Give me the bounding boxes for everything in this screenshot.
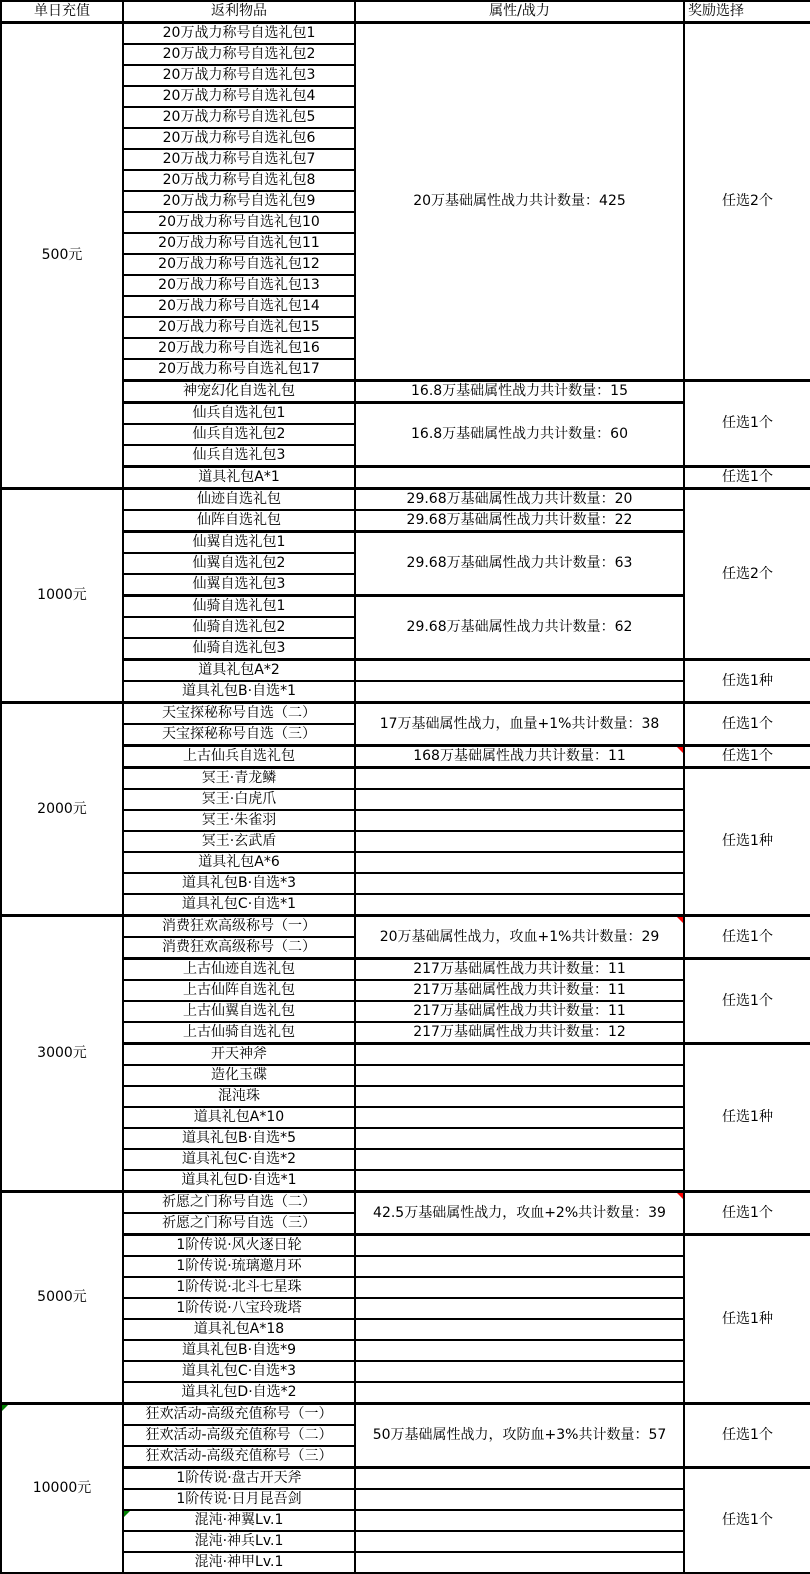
- attr-cell[interactable]: [355, 660, 684, 682]
- item-cell[interactable]: [123, 170, 355, 191]
- green-corner-marker: [2, 1405, 8, 1411]
- item-cell-text: 上古仙翼自选礼包: [183, 1003, 295, 1019]
- item-cell-text: 20万战力称号自选礼包3: [162, 67, 316, 83]
- item-cell-text: 道具礼包A*10: [193, 1109, 285, 1125]
- item-cell[interactable]: [123, 212, 355, 233]
- item-cell-text: 消费狂欢高级称号（一）: [162, 918, 316, 934]
- attr-cell-text: 17万基础属性战力，血量+1%共计数量：38: [379, 715, 660, 732]
- attr-cell[interactable]: [355, 1022, 684, 1044]
- attr-cell[interactable]: [355, 1192, 684, 1235]
- item-cell-text: 道具礼包C·自选*3: [181, 1363, 297, 1379]
- attr-cell[interactable]: [355, 980, 684, 1001]
- item-cell-text: 冥王·青龙鳞: [201, 770, 277, 786]
- item-cell[interactable]: [123, 810, 355, 831]
- attr-cell[interactable]: [355, 1404, 684, 1468]
- header-cell-reward[interactable]: 奖励选择: [684, 1, 810, 23]
- item-cell[interactable]: [123, 489, 355, 511]
- item-cell[interactable]: [123, 1107, 355, 1128]
- item-cell-text: 仙兵自选礼包2: [192, 426, 286, 442]
- table-row: [1, 703, 810, 725]
- item-cell[interactable]: [123, 1404, 355, 1426]
- table-row: [1, 1235, 810, 1257]
- reward-cell-text: 任选1个: [722, 469, 773, 485]
- item-cell[interactable]: [123, 724, 355, 746]
- attr-cell[interactable]: [355, 1256, 684, 1277]
- item-cell[interactable]: [123, 1022, 355, 1044]
- recharge-cell[interactable]: [1, 23, 123, 489]
- item-cell[interactable]: [123, 338, 355, 359]
- item-cell[interactable]: [123, 296, 355, 317]
- item-cell[interactable]: [123, 553, 355, 574]
- attr-cell[interactable]: [355, 894, 684, 916]
- item-cell[interactable]: [123, 191, 355, 212]
- attr-cell-text: 217万基础属性战力共计数量：11: [413, 1003, 626, 1019]
- item-cell[interactable]: [123, 660, 355, 682]
- item-cell[interactable]: [123, 916, 355, 938]
- attr-cell[interactable]: [355, 1001, 684, 1022]
- reward-cell-text: 任选1种: [722, 1109, 773, 1125]
- item-cell-text: 1阶传说·日月昆吾剑: [176, 1491, 302, 1507]
- item-cell[interactable]: [123, 381, 355, 403]
- attr-cell[interactable]: [355, 1510, 684, 1531]
- item-cell-text: 20万战力称号自选礼包7: [162, 151, 316, 167]
- item-cell[interactable]: [123, 86, 355, 107]
- item-cell-text: 20万战力称号自选礼包2: [162, 46, 316, 62]
- item-cell[interactable]: [123, 703, 355, 725]
- item-cell-text: 仙阵自选礼包: [197, 512, 281, 528]
- item-cell-text: 20万战力称号自选礼包15: [158, 319, 320, 335]
- item-cell-text: 1阶传说·北斗七星珠: [176, 1279, 302, 1295]
- item-cell-text: 祈愿之门称号自选（三）: [162, 1215, 316, 1231]
- item-cell[interactable]: [123, 894, 355, 916]
- recharge-cell-text: 3000元: [37, 1045, 87, 1061]
- reward-cell[interactable]: [684, 1235, 810, 1404]
- item-cell[interactable]: [123, 233, 355, 254]
- item-cell-text: 1阶传说·琉璃邀月环: [176, 1258, 302, 1274]
- item-cell-text: 道具礼包B·自选*1: [182, 683, 296, 699]
- reward-cell-text: 任选1个: [722, 928, 773, 945]
- attr-cell[interactable]: [355, 1489, 684, 1510]
- item-cell-text: 道具礼包A*6: [198, 854, 280, 870]
- item-cell[interactable]: [123, 617, 355, 638]
- item-cell[interactable]: [123, 254, 355, 275]
- reward-cell[interactable]: [684, 660, 810, 703]
- reward-cell-text: 任选1个: [722, 715, 773, 732]
- item-cell[interactable]: [123, 1086, 355, 1107]
- item-cell-text: 上古仙阵自选礼包: [183, 982, 295, 998]
- attr-cell[interactable]: [355, 1235, 684, 1257]
- header-cell-attr[interactable]: 属性/战力: [355, 1, 684, 23]
- recharge-cell-text: 2000元: [37, 800, 87, 817]
- item-cell-text: 道具礼包B·自选*9: [182, 1342, 296, 1358]
- item-cell-text: 仙兵自选礼包3: [192, 447, 286, 463]
- item-cell[interactable]: [123, 1277, 355, 1298]
- item-cell-text: 道具礼包A*2: [198, 662, 280, 678]
- item-cell-text: 20万战力称号自选礼包12: [158, 256, 320, 272]
- reward-cell[interactable]: [684, 768, 810, 916]
- table-body: [1, 23, 810, 1574]
- item-cell[interactable]: [123, 1552, 355, 1573]
- attr-cell-text: 16.8万基础属性战力共计数量：15: [411, 383, 628, 399]
- item-cell-text: 神宠幻化自选礼包: [183, 383, 295, 399]
- item-cell-text: 混沌珠: [218, 1088, 260, 1104]
- item-cell-text: 开天神斧: [211, 1046, 267, 1062]
- recharge-cell[interactable]: [1, 1192, 123, 1404]
- item-cell[interactable]: [123, 1382, 355, 1404]
- item-cell-text: 1阶传说·八宝玲珑塔: [176, 1300, 302, 1316]
- item-cell-text: 狂欢活动-高级充值称号（一）: [145, 1406, 333, 1422]
- item-cell-text: 消费狂欢高级称号（二）: [162, 939, 316, 955]
- item-cell-text: 冥王·白虎爪: [201, 791, 277, 807]
- item-cell-text: 道具礼包D·自选*2: [181, 1384, 297, 1400]
- recharge-cell-text: 500元: [41, 247, 83, 263]
- item-cell-text: 狂欢活动-高级充值称号（三）: [145, 1448, 333, 1464]
- item-cell[interactable]: [123, 852, 355, 873]
- item-cell-text: 1阶传说·风火逐日轮: [176, 1237, 302, 1253]
- attr-cell[interactable]: [355, 1468, 684, 1490]
- reward-cell[interactable]: [684, 23, 810, 381]
- item-cell[interactable]: [123, 1044, 355, 1066]
- attr-cell-text: 20万基础属性战力共计数量：425: [413, 193, 626, 209]
- table-row: [1, 381, 810, 403]
- attr-cell[interactable]: [355, 768, 684, 790]
- item-cell[interactable]: [123, 1468, 355, 1490]
- item-cell[interactable]: [123, 1170, 355, 1192]
- item-cell-text: 仙骑自选礼包1: [192, 598, 286, 614]
- item-cell[interactable]: [123, 317, 355, 338]
- item-cell-text: 1阶传说·盘古开天斧: [176, 1470, 302, 1486]
- attr-cell-text: 16.8万基础属性战力共计数量：60: [411, 426, 628, 442]
- attr-cell[interactable]: [355, 1044, 684, 1066]
- attr-cell-text: 168万基础属性战力共计数量：11: [413, 748, 626, 764]
- reward-cell-text: 任选1种: [722, 672, 773, 689]
- attr-cell[interactable]: [355, 810, 684, 831]
- comment-marker: [677, 917, 683, 923]
- recharge-cell[interactable]: [1, 916, 123, 1192]
- item-cell-text: 道具礼包A*1: [198, 469, 280, 485]
- item-cell-text: 混沌·神兵Lv.1: [194, 1533, 284, 1549]
- attr-cell[interactable]: [355, 1107, 684, 1128]
- item-cell-text: 仙迹自选礼包: [197, 491, 281, 507]
- attr-cell[interactable]: [355, 852, 684, 873]
- attr-cell[interactable]: [355, 510, 684, 532]
- item-cell[interactable]: [123, 1001, 355, 1022]
- item-cell[interactable]: [123, 424, 355, 445]
- item-cell-text: 20万战力称号自选礼包13: [158, 277, 320, 293]
- item-cell[interactable]: [123, 638, 355, 660]
- attr-cell-text: 42.5万基础属性战力，攻血+2%共计数量：39: [373, 1204, 666, 1221]
- item-cell[interactable]: [123, 1446, 355, 1468]
- item-cell-text: 混沌·神甲Lv.1: [194, 1554, 284, 1570]
- item-cell-text: 20万战力称号自选礼包10: [158, 214, 320, 230]
- table-row: [1, 1468, 810, 1490]
- table-row: [1, 959, 810, 981]
- item-cell[interactable]: [123, 107, 355, 128]
- attr-cell[interactable]: [355, 1277, 684, 1298]
- green-corner-marker: [124, 1511, 130, 1517]
- item-cell[interactable]: [123, 1256, 355, 1277]
- item-cell[interactable]: [123, 65, 355, 86]
- item-cell[interactable]: [123, 1340, 355, 1361]
- header-cell-items[interactable]: 返利物品: [123, 1, 355, 23]
- item-cell[interactable]: [123, 768, 355, 790]
- item-cell-text: 道具礼包B·自选*3: [182, 875, 296, 891]
- reward-cell-text: 任选1种: [722, 833, 773, 849]
- attr-cell-text: 29.68万基础属性战力共计数量：20: [406, 491, 633, 507]
- attr-cell[interactable]: [355, 532, 684, 596]
- comment-marker: [677, 747, 683, 753]
- attr-cell[interactable]: [355, 789, 684, 810]
- recharge-cell[interactable]: [1, 1404, 123, 1574]
- item-cell[interactable]: [123, 789, 355, 810]
- item-cell[interactable]: [123, 1510, 355, 1531]
- table-row: [1, 660, 810, 682]
- attr-cell-text: 20万基础属性战力，攻血+1%共计数量：29: [379, 928, 660, 945]
- item-cell-text: 20万战力称号自选礼包11: [158, 235, 320, 251]
- reward-cell-text: 任选1个: [722, 748, 773, 764]
- table-row: [1, 916, 810, 938]
- table-row: [1, 1044, 810, 1066]
- reward-cell-text: 任选1个: [722, 1512, 773, 1528]
- item-cell[interactable]: [123, 23, 355, 45]
- header-row: [1, 1, 810, 23]
- item-cell[interactable]: [123, 359, 355, 381]
- item-cell-text: 冥王·朱雀羽: [201, 812, 277, 828]
- item-cell[interactable]: [123, 1531, 355, 1552]
- header-cell-recharge[interactable]: 单日充值: [1, 1, 123, 23]
- attr-cell[interactable]: [355, 1065, 684, 1086]
- attr-cell[interactable]: [355, 831, 684, 852]
- item-cell-text: 仙骑自选礼包3: [192, 640, 286, 656]
- item-cell[interactable]: [123, 1128, 355, 1149]
- item-cell-text: 道具礼包C·自选*1: [181, 896, 297, 912]
- item-cell[interactable]: [123, 403, 355, 425]
- recharge-cell-text: 10000元: [32, 1480, 92, 1496]
- attr-cell-text: 217万基础属性战力共计数量：12: [413, 1024, 626, 1040]
- reward-cell-text: 任选2个: [722, 565, 773, 582]
- recharge-cell-text: 5000元: [37, 1289, 87, 1305]
- item-cell[interactable]: [123, 44, 355, 65]
- attr-cell-text: 50万基础属性战力，攻防血+3%共计数量：57: [372, 1427, 667, 1443]
- item-cell[interactable]: [123, 149, 355, 170]
- attr-cell[interactable]: [355, 403, 684, 467]
- item-cell-text: 20万战力称号自选礼包16: [158, 340, 320, 356]
- item-cell-text: 混沌·神翼Lv.1: [194, 1512, 284, 1528]
- attr-cell[interactable]: [355, 703, 684, 746]
- reward-cell[interactable]: [684, 467, 810, 489]
- item-cell[interactable]: [123, 467, 355, 489]
- attr-cell[interactable]: [355, 1531, 684, 1552]
- item-cell[interactable]: [123, 980, 355, 1001]
- item-cell[interactable]: [123, 1235, 355, 1257]
- item-cell-text: 20万战力称号自选礼包1: [162, 25, 316, 41]
- table-row: [1, 489, 810, 511]
- item-cell[interactable]: [123, 1192, 355, 1214]
- item-cell-text: 道具礼包B·自选*5: [182, 1130, 296, 1146]
- attr-cell[interactable]: [355, 746, 684, 768]
- reward-cell-text: 任选1个: [722, 1204, 773, 1221]
- item-cell[interactable]: [123, 1425, 355, 1446]
- item-cell[interactable]: [123, 1319, 355, 1340]
- table-row: [1, 467, 810, 489]
- item-cell-text: 狂欢活动-高级充值称号（二）: [145, 1427, 333, 1443]
- item-cell[interactable]: [123, 1213, 355, 1235]
- item-cell[interactable]: [123, 746, 355, 768]
- item-cell[interactable]: [123, 831, 355, 852]
- item-cell[interactable]: [123, 1298, 355, 1319]
- item-cell-text: 仙翼自选礼包3: [192, 576, 286, 592]
- item-cell-text: 20万战力称号自选礼包17: [158, 361, 320, 377]
- item-cell[interactable]: [123, 1489, 355, 1510]
- attr-cell[interactable]: [355, 23, 684, 381]
- reward-cell[interactable]: [684, 916, 810, 959]
- item-cell[interactable]: [123, 574, 355, 596]
- table-row: [1, 1192, 810, 1214]
- item-cell[interactable]: [123, 445, 355, 467]
- item-cell[interactable]: [123, 681, 355, 703]
- recharge-cell-text: 1000元: [37, 587, 87, 603]
- reward-cell-text: 任选1个: [722, 1427, 773, 1443]
- item-cell-text: 道具礼包D·自选*1: [181, 1172, 297, 1188]
- item-cell-text: 天宝探秘称号自选（三）: [162, 726, 316, 742]
- reward-cell-text: 任选1种: [722, 1310, 773, 1327]
- item-cell-text: 道具礼包C·自选*2: [181, 1151, 297, 1167]
- attr-cell[interactable]: [355, 916, 684, 959]
- item-cell[interactable]: [123, 1361, 355, 1382]
- reward-cell[interactable]: [684, 1044, 810, 1192]
- item-cell-text: 上古仙迹自选礼包: [183, 961, 295, 977]
- attr-cell[interactable]: [355, 1298, 684, 1319]
- reward-cell[interactable]: [684, 959, 810, 1044]
- item-cell-text: 天宝探秘称号自选（二）: [162, 705, 316, 721]
- reward-cell-text: 任选2个: [722, 193, 773, 209]
- item-cell-text: 20万战力称号自选礼包14: [158, 298, 320, 314]
- reward-cell[interactable]: [684, 1404, 810, 1468]
- table-header: [1, 1, 810, 23]
- item-cell-text: 20万战力称号自选礼包8: [162, 172, 316, 188]
- attr-cell-text: 217万基础属性战力共计数量：11: [413, 961, 626, 977]
- item-cell-text: 20万战力称号自选礼包6: [162, 130, 316, 146]
- attr-cell-text: 29.68万基础属性战力共计数量：63: [406, 555, 633, 571]
- attr-cell[interactable]: [355, 467, 684, 489]
- item-cell-text: 冥王·玄武盾: [201, 833, 277, 849]
- attr-cell[interactable]: [355, 959, 684, 981]
- item-cell-text: 20万战力称号自选礼包9: [162, 193, 316, 209]
- item-cell-text: 祈愿之门称号自选（二）: [162, 1194, 316, 1210]
- table-row: [1, 746, 810, 768]
- recharge-cell[interactable]: [1, 703, 123, 916]
- item-cell-text: 上古仙兵自选礼包: [183, 748, 295, 764]
- reward-cell[interactable]: [684, 703, 810, 746]
- item-cell-text: 仙兵自选礼包1: [192, 405, 286, 421]
- item-cell-text: 上古仙骑自选礼包: [183, 1024, 295, 1040]
- reward-cell[interactable]: [684, 746, 810, 768]
- table-row: [1, 1404, 810, 1426]
- item-cell-text: 仙翼自选礼包2: [192, 555, 286, 571]
- item-cell-text: 道具礼包A*18: [193, 1321, 285, 1337]
- attr-cell-text: 29.68万基础属性战力共计数量：22: [406, 512, 633, 528]
- item-cell[interactable]: [123, 959, 355, 981]
- attr-cell[interactable]: [355, 1552, 684, 1573]
- item-cell-text: 仙翼自选礼包1: [192, 534, 286, 550]
- attr-cell-text: 217万基础属性战力共计数量：11: [413, 982, 626, 998]
- recharge-cell[interactable]: [1, 489, 123, 703]
- item-cell[interactable]: [123, 510, 355, 532]
- attr-cell[interactable]: [355, 1319, 684, 1340]
- reward-cell[interactable]: [684, 1468, 810, 1574]
- reward-cell[interactable]: [684, 1192, 810, 1235]
- attr-cell[interactable]: [355, 1382, 684, 1404]
- item-cell[interactable]: [123, 1065, 355, 1086]
- comment-marker: [677, 1193, 683, 1199]
- attr-cell[interactable]: [355, 596, 684, 660]
- attr-cell[interactable]: [355, 1340, 684, 1361]
- attr-cell[interactable]: [355, 681, 684, 703]
- item-cell[interactable]: [123, 1149, 355, 1170]
- reward-cell-text: 任选1个: [722, 415, 773, 431]
- item-cell[interactable]: [123, 596, 355, 618]
- reward-cell[interactable]: [684, 489, 810, 660]
- attr-cell[interactable]: [355, 873, 684, 894]
- item-cell-text: 仙骑自选礼包2: [192, 619, 286, 635]
- item-cell[interactable]: [123, 937, 355, 959]
- item-cell[interactable]: [123, 128, 355, 149]
- item-cell-text: 20万战力称号自选礼包5: [162, 109, 316, 125]
- table-row: [1, 23, 810, 45]
- item-cell-text: 造化玉碟: [211, 1067, 267, 1083]
- item-cell[interactable]: [123, 275, 355, 296]
- attr-cell-text: 29.68万基础属性战力共计数量：62: [406, 619, 633, 635]
- reward-cell[interactable]: [684, 381, 810, 467]
- attr-cell[interactable]: [355, 1149, 684, 1170]
- attr-cell[interactable]: [355, 1086, 684, 1107]
- attr-cell[interactable]: [355, 1170, 684, 1192]
- reward-cell-text: 任选1个: [722, 992, 773, 1009]
- item-cell-text: 20万战力称号自选礼包4: [162, 88, 316, 104]
- item-cell[interactable]: [123, 532, 355, 554]
- item-cell[interactable]: [123, 873, 355, 894]
- attr-cell[interactable]: [355, 489, 684, 511]
- attr-cell[interactable]: [355, 381, 684, 403]
- attr-cell[interactable]: [355, 1361, 684, 1382]
- attr-cell[interactable]: [355, 1128, 684, 1149]
- table-row: [1, 768, 810, 790]
